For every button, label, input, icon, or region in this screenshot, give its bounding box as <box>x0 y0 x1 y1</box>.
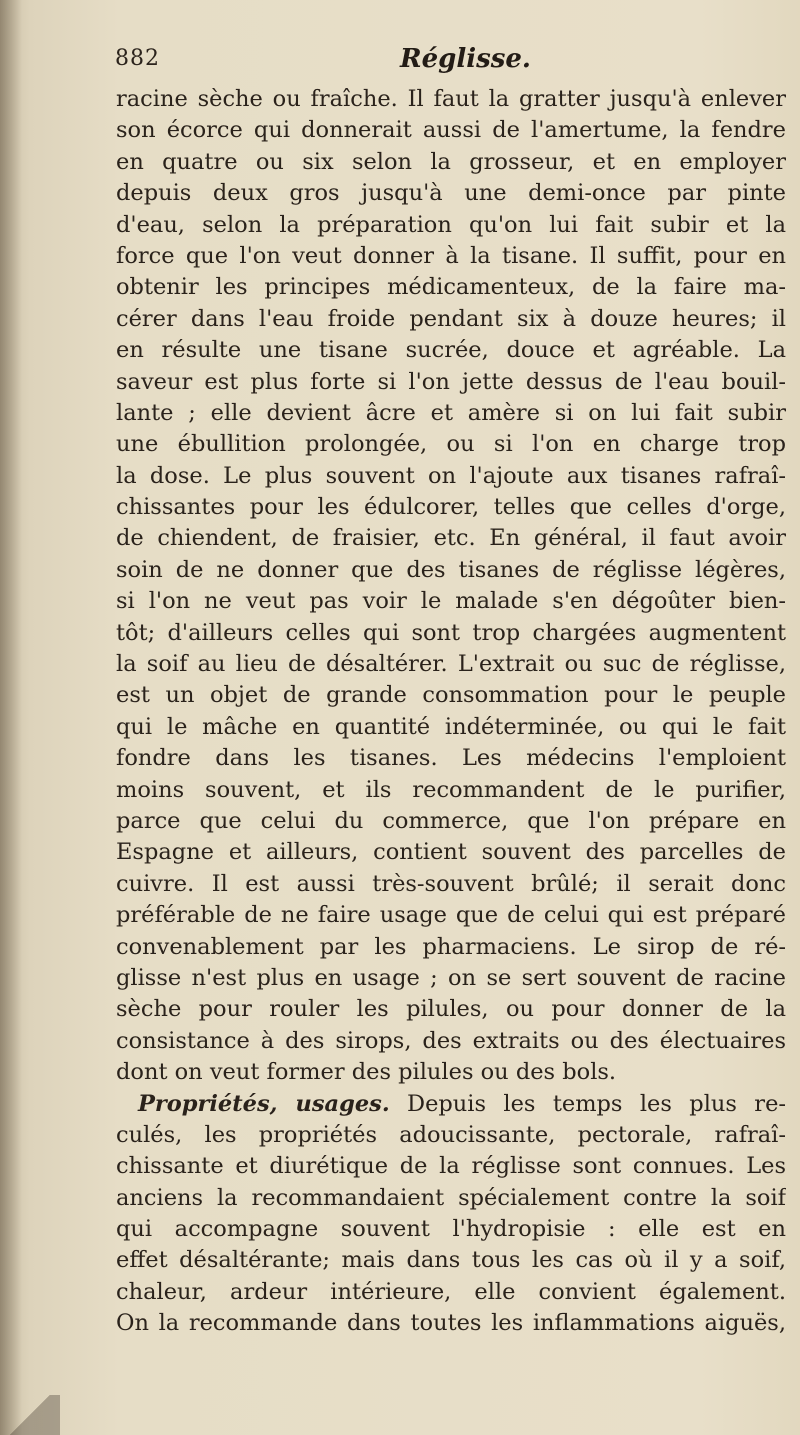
text-line: racine sèche ou fraîche. Il faut la gratter jusqu'à enlever <box>116 86 786 112</box>
section-heading: Propriétés, usages. <box>138 1090 390 1117</box>
text-line: la soif au lieu de désaltérer. L'extrait ou suc de réglisse, <box>116 651 786 678</box>
text-line: d'eau, selon la préparation qu'on lui fait subir et la <box>116 211 786 238</box>
text-line: fondre dans les tisanes. Les médecins l'emploient <box>116 745 786 772</box>
text-line: dont on veut former des pilules ou des bols. <box>116 1059 617 1086</box>
text-line: culés, les propriétés adoucissante, pectorale, rafraî- <box>116 1121 786 1148</box>
text-line: chaleur, ardeur intérieure, elle convient également. <box>116 1278 786 1305</box>
text-line: obtenir les principes médicamenteux, de la faire ma- <box>116 274 786 301</box>
text-line: la dose. Le plus souvent on l'ajoute aux tisanes rafraî- <box>116 462 786 489</box>
text-line: chissante et diurétique de la réglisse sont connues. Les <box>116 1153 786 1180</box>
text-line: cuivre. Il est aussi très-souvent brûlé; il serait donc <box>116 870 786 897</box>
text-line: moins souvent, et ils recommandent de le purifier, <box>116 776 786 803</box>
text-line: cérer dans l'eau froide pendant six à douze heures; il <box>116 305 786 332</box>
text-line: convenablement par les pharmaciens. Le sirop de ré- <box>116 933 786 960</box>
text-line: préférable de ne faire usage que de celui qui est préparé <box>116 902 786 929</box>
text-line: qui le mâche en quantité indéterminée, ou qui le fait <box>116 713 786 740</box>
running-head: Réglisse. <box>400 44 531 74</box>
page-corner <box>0 1395 60 1435</box>
page-number: 882 <box>115 46 160 71</box>
text-line: glisse n'est plus en usage ; on se sert souvent de racine <box>116 964 786 991</box>
text-line: chissantes pour les édulcorer, telles que celles d'orge, <box>116 494 786 521</box>
text-line: son écorce qui donnerait aussi de l'amertume, la fendre <box>116 117 786 144</box>
text-line: anciens la recommandaient spécialement contre la soif <box>116 1184 786 1211</box>
text-line: force que l'on veut donner à la tisane. Il suffit, pour en <box>116 242 786 269</box>
text-line: On la recommande dans toutes les inflammations aiguës, <box>116 1310 786 1337</box>
text-line: qui accompagne souvent l'hydropisie : elle est en <box>116 1216 786 1243</box>
body-text <box>116 84 786 1340</box>
text-line: consistance à des sirops, des extraits ou des électuaires <box>116 1027 786 1054</box>
text-line: sèche pour rouler les pilules, ou pour donner de la <box>116 996 786 1023</box>
text-line: Espagne et ailleurs, contient souvent des parcelles de <box>116 839 786 866</box>
text-line: en quatre ou six selon la grosseur, et en employer <box>116 148 786 175</box>
section-first-line-text: Depuis les temps les plus re- <box>389 1090 786 1117</box>
text-line: en résulte une tisane sucrée, douce et agréable. La <box>116 337 786 364</box>
text-line: tôt; d'ailleurs celles qui sont trop chargées augmentent <box>116 619 786 646</box>
text-line: lante ; elle devient âcre et amère si on lui fait subir <box>116 399 786 426</box>
text-line: si l'on ne veut pas voir le malade s'en dégoûter bien- <box>116 588 786 615</box>
text-line: saveur est plus forte si l'on jette dessus de l'eau bouil- <box>116 368 786 395</box>
text-line: parce que celui du commerce, que l'on prépare en <box>116 807 786 834</box>
text-line: depuis deux gros jusqu'à une demi-once par pinte <box>116 180 786 207</box>
text-line: effet désaltérante; mais dans tous les cas où il y a soif, <box>116 1247 786 1274</box>
binding-shadow <box>0 0 22 1435</box>
page-header <box>115 46 775 86</box>
section-first-line <box>116 1089 786 1120</box>
text-line: une ébullition prolongée, ou si l'on en charge trop <box>116 431 786 458</box>
text-line: soin de ne donner que des tisanes de réglisse légères, <box>116 556 786 583</box>
text-line: de chiendent, de fraisier, etc. En général, il faut avoir <box>116 525 786 552</box>
text-line: est un objet de grande consommation pour le peuple <box>116 682 786 709</box>
